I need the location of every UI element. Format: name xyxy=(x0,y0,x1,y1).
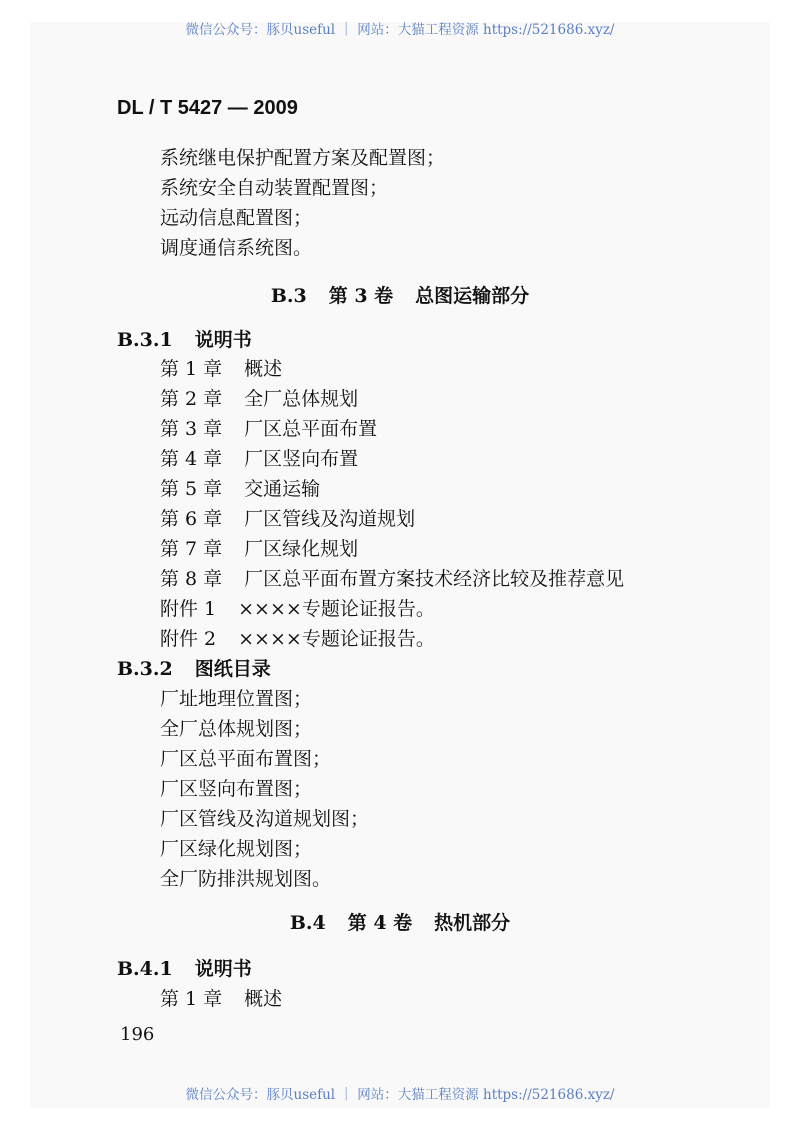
item-text: ××××专题论证报告。 xyxy=(238,598,435,620)
item-label: 第 2 章 xyxy=(160,388,223,410)
subsection-heading-b41: B.4.1 说明书 xyxy=(117,958,252,980)
drawing-item: 厂区管线及沟道规划图； xyxy=(160,808,370,830)
chapter-item xyxy=(160,507,415,531)
item-label: 附件 2 xyxy=(160,628,217,650)
document-page xyxy=(30,22,770,1108)
chapter-item xyxy=(160,447,358,471)
intro-line: 远动信息配置图； xyxy=(160,207,313,229)
item-label: 第 6 章 xyxy=(160,508,223,530)
item-label: 第 5 章 xyxy=(160,478,223,500)
subsection-heading-b32: B.3.2 图纸目录 xyxy=(117,658,271,680)
chapter-item xyxy=(160,417,377,441)
item-label: 第 4 章 xyxy=(160,448,223,470)
item-text: 全厂总体规划 xyxy=(244,388,359,410)
intro-line: 调度通信系统图。 xyxy=(160,237,313,259)
item-text: 厂区总平面布置 xyxy=(244,418,378,440)
intro-line: 系统继电保护配置方案及配置图； xyxy=(160,147,446,169)
watermark-top: 微信公众号：豚贝useful ｜ 网站：大猫工程资源 https://521686.xyz/ xyxy=(185,22,615,38)
chapter-item xyxy=(160,357,282,381)
chapter-item xyxy=(160,627,435,651)
drawing-item: 厂址地理位置图； xyxy=(160,688,313,710)
chapter-item xyxy=(160,477,320,501)
watermark-bottom: 微信公众号：豚贝useful ｜ 网站：大猫工程资源 https://521686.xyz/ xyxy=(185,1087,615,1103)
document-code-header: DL / T 5427 — 2009 xyxy=(117,97,298,119)
item-text: 交通运输 xyxy=(244,478,321,500)
item-text: ××××专题论证报告。 xyxy=(238,628,435,650)
chapter-item: 第 1 章 概述 xyxy=(160,988,283,1010)
chapter-item xyxy=(160,537,358,561)
item-text: 概述 xyxy=(244,358,283,380)
item-label: 第 3 章 xyxy=(160,418,223,440)
chapter-item xyxy=(160,597,435,621)
item-label: 第 8 章 xyxy=(160,568,223,590)
drawing-item: 厂区总平面布置图； xyxy=(160,748,332,770)
chapter-item xyxy=(160,567,624,591)
page-number: 196 xyxy=(120,1024,155,1045)
chapter-item xyxy=(160,387,358,411)
item-text: 厂区总平面布置方案技术经济比较及推荐意见 xyxy=(244,568,625,590)
drawing-item: 全厂总体规划图； xyxy=(160,718,313,740)
item-label: 附件 1 xyxy=(160,598,217,620)
subsection-heading-b31: B.3.1 说明书 xyxy=(117,329,252,351)
drawing-item: 厂区绿化规划图； xyxy=(160,838,313,860)
item-text: 厂区管线及沟道规划 xyxy=(244,508,416,530)
item-label: 第 1 章 xyxy=(160,358,223,380)
section-heading-b4: B.4 第 4 卷 热机部分 xyxy=(289,912,511,934)
section-heading-b3: B.3 第 3 卷 总图运输部分 xyxy=(270,285,530,307)
item-text: 厂区绿化规划 xyxy=(244,538,359,560)
drawing-item: 全厂防排洪规划图。 xyxy=(160,868,332,890)
drawing-item: 厂区竖向布置图； xyxy=(160,778,313,800)
intro-line: 系统安全自动装置配置图； xyxy=(160,177,389,199)
item-label: 第 7 章 xyxy=(160,538,223,560)
item-text: 厂区竖向布置 xyxy=(244,448,359,470)
